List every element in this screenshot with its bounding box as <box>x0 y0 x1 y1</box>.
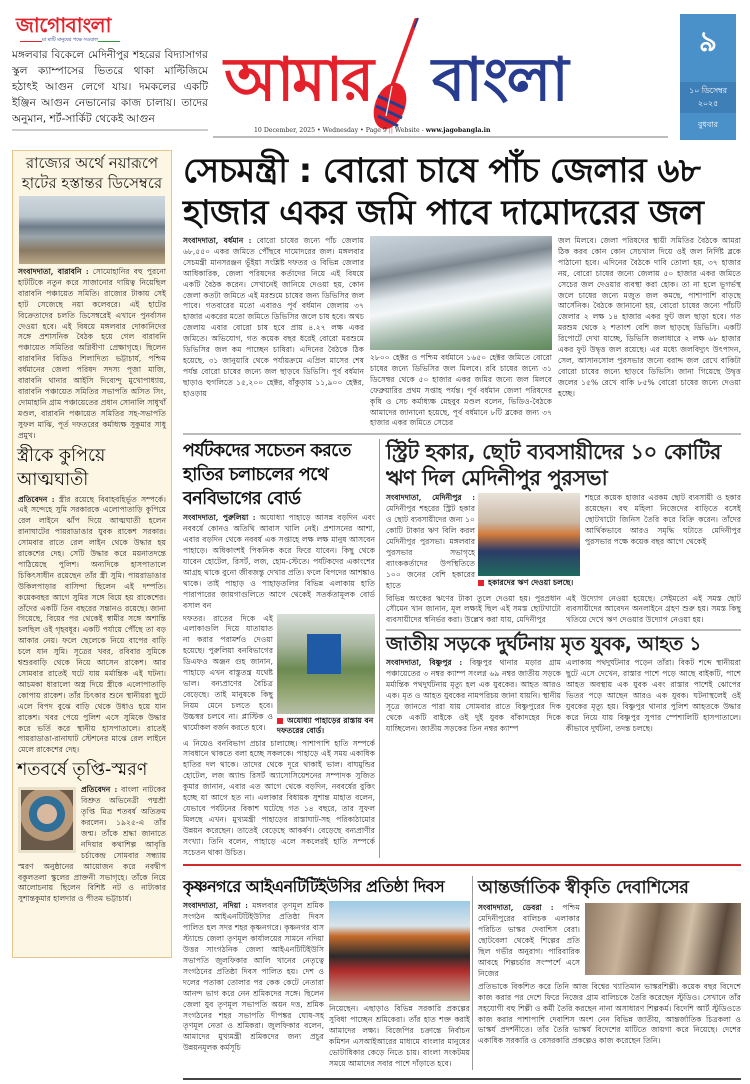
teaser-divider <box>12 129 208 131</box>
elephant-intro <box>183 513 375 611</box>
elephant-board <box>307 634 341 674</box>
lead-col3: জল মিলবে। জেলা পরিষদের স্থায়ী সমিতির বৈঠকে আমরা ঠিক করব কোন কোন সেচখাল দিয়ে ওই জল নির্দিষ্ট ব্লকে পাঠানো হবে। এদিনের বৈঠকে দাবি তোলা হয়, ৩৭ হাজার নয়, বোরো চাষের জন্যে জেলায় ৫০ হাজার একর জমিতে সেচের জল দেওয়ার ব্যবস্থা করা হোক। তা না হলে ভূগর্ভস্থ জলে চাষের জন্যে মজুত জল কমছে, পাশাপাশি বাড়ছে আর্সেনিক। বৈঠকে জানানো হয়, বোরো চাষের জন্যে পাঁচটি জেলার ২ লক্ষ ১৪ হাজার একর ফুট জল ছাড়া হবে। গত মরশুম থেকে ২ শতাংশ বেশি জল ছাড়ছে ডিভিসি। একটি রিপোর্টে দেখা যাচ্ছে, ডিভিসি জলাধারে ২ লক্ষ ৬৮ হাজার একর ফুট উদ্বৃত্ত জল রয়েছে। এর মধ্যে জলবিদ্যুৎ উৎপাদন, সেল, আসানসোল পুরসভার জন্যে বরাদ্দ জল রেখে বাকিটা বোরো চাষের জন্যে ছাড়বে ডিভিসি। জানা গিয়েছে উদ্বৃত্ত জলের ১৫% রেখে বাকি ৮৫% বোরো চাষের জন্যে দেওয়া হচ্ছে। <box>558 236 741 398</box>
sidebar-story1-headline: রাজ্যের অর্থে নয়ারূপে হাটের হস্তান্তর ডিসেম্বরে <box>21 154 163 192</box>
middle-section <box>183 439 741 858</box>
forest-board-photo <box>277 614 375 714</box>
dateline: 10 December, 2025 • Wednesday • Page 9 || Website - www.jagobangla.in <box>254 127 491 134</box>
column-divider <box>472 876 473 1069</box>
hawker-bottom <box>386 594 741 627</box>
portrait-photo <box>18 787 76 853</box>
lead-story <box>183 236 741 429</box>
hawker-media-row <box>386 493 741 591</box>
dateline-date: 10 December, 2025 <box>254 127 316 134</box>
story-body: মেদিনীপুর শহরের স্ট্রিট হকার ও ছোট ব্যবসায়ীদের জন্য ১০ কোটি টাকার ঋণ বিলি করল মেদিনীপুর পুরসভা। মঙ্গলবার পুরসভার সভাগৃহে ব্যাংককর্তাদের উপস্থিতিতে ১০০ জনের বেশি হকারের হাতে <box>386 504 475 590</box>
datebox-year: ২০২৫ <box>697 99 719 108</box>
intuc-photo <box>329 901 470 1001</box>
sidebar-story1-body <box>13 264 171 442</box>
elephant-story <box>183 439 375 858</box>
hawker-photo <box>478 493 580 576</box>
intuc-right <box>329 901 470 1069</box>
accident-story <box>386 658 741 734</box>
page-header <box>0 0 750 150</box>
dateline-website-label: Website - <box>394 127 424 134</box>
sculptor-media-row <box>478 903 741 979</box>
sculptor-rest: প্রতিভাকে বিকশিত করে তিনি আজ বিশ্বের খ্যাতিমান ভাস্করশিল্পী। কয়েক বছর বিদেশে কাজ করার পর দেশে ফিরে নিজের গ্রাম বালিচকে তৈরি করেছেন স্টুডিও। সেখানে তাঁর সহযোগী বহু শিল্পী ও কর্মী তৈরি করছেন নানা অসাধারণ শিল্পকর্ম। বিদেশি আর্ট স্টুডিওতে কাজ করার পাশাপাশি দেবাশিস অংশ নেন বিভিন্ন জাতীয়, আন্তর্জাতিক চিত্রকলা ও ভাস্কর্য প্রদর্শনীতে। তাঁর তৈরি ভাস্কর্য বিদেশের মাটিতে জায়গা করে নিয়েছে। দেশের একাধিক সরকারি ও বেসরকারি প্রকল্পেও কাজ করেছেন তিনি। <box>478 981 741 1046</box>
masthead-part2: বাংলা <box>432 45 567 115</box>
masthead-part1: আমার <box>224 45 372 115</box>
teaser-text: মঙ্গলবার বিকেলে মেদিনীপুর শহরের বিদ্যাসাগর স্কুল ক্যাম্পাসের ভিতরে থাকা মাল্টিজিমে হঠাৎই আগুন লেগে যায়। দমকলের একটি ইঞ্জিন আগুন নেভানোর কাজ চালায়। তাদের অনুমান, শর্ট-সার্কিট থেকেই আগুন <box>12 49 208 125</box>
hawker-bottom-right: এই উদ্যোগ নেওয়া হয়েছে। সেইমতো এই সমস্ত ছোট ব্যবসায়ীদের আবেদন অনলাইনে গ্রহণ শুরু হয়। সমস্ত কিছু খতিয়ে দেখে ঋণ দেওয়ার উদ্যোগ নেওয়া হয়। <box>566 593 741 625</box>
story-body: মঙ্গলবার তৃণমূল শ্রমিক সংগঠন আইএনটিটিইউসির প্রতিষ্ঠা দিবস পালিত হল সদর শহর কৃষ্ণনগরে। কৃষ্ণনগর বাস স্ট্যান্ডে জেলা তৃণমূল কার্যালয়ের সামনে নদিয়া উত্তর সাংগঠনিক জেলা আইএনটিটিইউসি সভাপতি জুলফিকার আলি খানের নেতৃত্বে সংগঠনের প্রতিষ্ঠা দিবস পালিত হয়। দেশ ও দলের পতাকা তোলার পর কেক কেটে নেতারা আনন্দ ভাগ করে নেন শ্রমিকদের সঙ্গে। ছিলেন জেলা যুব তৃণমূল সভাপতি অয়ন দত্ত, শ্রমিক সংগঠনের শহর সভাপতি দীপঙ্কর ঘোষ-সহ তৃণমূল নেতা ও শ্রমিকরা। জুলফিকার বলেন, আমাদের মুখ্যমন্ত্রী শ্রমিকদের জন্য প্রচুর উন্নয়নমূলক কর্মসূচি <box>183 901 324 1053</box>
hawker-headline: স্ট্রিট হকার, ছোট ব্যবসায়ীদের ১০ কোটির ঋণ দিল মেদিনীপুর পুরসভা <box>386 440 721 491</box>
sculptor-story <box>478 876 741 1069</box>
elephant-side: দফতর। রাতের দিকে এই এলাকাগুলি দিয়ে যাতায়াত না করার পরামর্শও দেওয়া হয়েছে। পুরুলিয়া বনবিভাগের ডিএফও অঞ্জন গুহ জানান, পাহাড়ে এখন বাস্তুতন্ত্র যথেষ্ট ভাল। বন্যপ্রাণের বৈচিত্র বেড়েছে। তাই মানুষকে কিছু নিয়ম মেনে চলতে হবে। উচ্চস্বর চলবে না। প্লাস্টিক ও থার্মোকল বর্জন করতে হবে। <box>183 613 273 732</box>
story-body: পশ্চিম মেদিনীপুরের বালিচক এলাকার পরিচিত ভাস্কর দেবাশিস বেরা। ছোটবেলা থেকেই শিল্পের প্রতি ছিল গভীর অনুরাগ। পারিবারিক আবহে শিল্পচর্চার সংস্পর্শে এসে নিজের <box>478 903 580 978</box>
lead-middle <box>370 236 552 429</box>
story-body: বাংলা নাটকের বিশ্রুত অভিনেত্রী পদ্মশ্রী তৃপ্তি মিত্র শতবর্ষ অতিক্রম করলেন। ১৯২৫-এ তাঁর জন্ম। তাঁকে শ্রদ্ধা জানাতে নদিয়ার কথাশিল্প আবৃত্তি চর্চাকেন্দ্র সোমবার সন্ধ্যায় স্মরণ অনুষ্ঠানের আয়োজন করে নবদ্বীপ বকুলতলা স্কুলের প্রাক্তনী সভাগৃহে। তাঁকে নিয়ে আলোচনায় ছিলেন বিশিষ্ট নট ও নাট্যকার সুশান্তকুমার হালদার ও পীতম ভট্টাচার্য। <box>18 785 166 904</box>
ektara-icon <box>372 16 430 136</box>
page-number: ৯ <box>698 25 718 58</box>
byline: সংবাদদাতা, নদিয়া : <box>183 901 248 911</box>
intuc-col1 <box>183 901 324 1054</box>
intuc-story <box>183 876 470 1069</box>
lead-col2: ২৮০০ হেক্টর ও পশ্চিম বর্ধমানে ১৬৫০ হেক্টর জমিতে বোরো চাষের জন্যে ডিভিসির জল মিলবে। রবি চাষের জন্যে ৩১ ডিসেম্বর থেকে ৫০ হাজার একর জমির জন্যে জল মিলবে ফেব্রুয়ারির প্রথম সপ্তাহ পর্যন্ত। পূর্ব বর্ধমান জেলা পরিষদের কৃষি ও সেচ কর্মাধ্যক্ষ মেহবুব মণ্ডল বলেন, ভিডিও-বৈঠকে আমাদের জানানো হয়েছে, পূর্ব বর্ধমানে ৮টি ব্লকের জন্য ৩৭ হাজার একর জমিতে সেচের <box>370 353 552 428</box>
story-body: অযোধ্যা পাহাড়ে আসন্ন বড়দিন এবং নববর্ষে কোনও অতিথি আবাস খালি নেই। প্রশাসনের আশা, এবার বড়দিন থেকে নববর্ষ এক সপ্তাহে লক্ষ লক্ষ মানুষ আসবেন পাহাড়ে। অধিকাংশই পিকনিক করে ফিরে যাবেন। কিছু থেকে যাবেন হোটেল, রিসর্ট, লজ, হোম-স্টেতে। পর্যটকদের একাংশের আগ্রহ থাকে বুনো জীবজন্তু দেখার প্রতি। ফলে বিপদের আশঙ্কাও থাকে। তাই পাহাড় ও পাহাড়তলির বিভিন্ন এলাকায় হাতি পারাপারের জায়গাগুলিতে আগে থেকেই সতর্কতামূলক বোর্ড বসাল বন <box>183 513 375 610</box>
accident-col1 <box>386 658 561 734</box>
byline: সংবাদদাতা, বিষ্ণুপুর : <box>386 658 463 668</box>
section-red-rule <box>183 864 741 866</box>
sculptor-headline: আন্তর্জাতিক স্বীকৃতি দেবাশিসের <box>478 878 689 899</box>
elephant-figure <box>277 614 375 737</box>
datebox-date-band <box>680 82 736 113</box>
main-column <box>183 150 741 1080</box>
sidebar-story3-body <box>13 782 171 905</box>
accident-col2: এলাকায় পথদুর্ঘটনার পড়েন তাঁরা। বিকট শব্দে স্থানীয়রা ছুটে এসে দেখেন, রাস্তার পাশে পড়ে আছে বাইকটি, পাশে আহত অবস্থায় এক যুবক এবং রাস্তার পাশেই ঝোপের ভিতর পড়ে আছেন আরও এক যুবক। ঘটনাস্থলেই ওই যুবকের মৃত্যু হয়। বিষ্ণুপুর থানার পুলিশ আহতকে উদ্ধার করে নিয়ে যায় বিষ্ণুপুর সুপার স্পেশালিটি হাসপাতালে। কীভাবে দুর্ঘটনা, তদন্ত চলছে। <box>566 658 741 733</box>
story-body: বোরো চাষের জন্যে পাঁচ জেলায় ৬৮,৫৫০ একর জমিতে পৌঁছবে দামোদরের জল। মঙ্গলবার সেচমন্ত্রী মানসরঞ্জন ভূঁইয়া সংশ্লিষ্ট দফতর ও বিভিন্ন জেলার আধিকারিক, জেলা পরিষদের কর্তাদের নিয়ে এই বিষয়ে একটি বৈঠক করেন। সেখানেই জানিয়ে দেওয়া হয়, কোন জেলা কতটা জমিতে এই মরশুমে চাষের জন্য ডিভিসির জল পাবে। গতবারের মতো এবারও পূর্ব বর্ধমান জেলায় ৩৭ হাজার একরের মতো জমিতে ডিভিসির জলে চাষ হবে। অথচ জেলায় এবার বোরো চাষ হবে প্রায় ৪.২৭ লক্ষ একর জমিতে। অভিযোগ, গত কয়েক বছর ধরেই বোরো মরশুমে ডিভিসির জল কম পাচ্ছেন চাষিরা। এদিনের বৈঠকে ঠিক হয়েছে, ৩১ জানুয়ারি থেকে পর্যায়ক্রমে এপ্রিল মাসের শেষ পর্যন্ত বোরো চাষের জন্যে জল ছাড়বে ডিভিসি। পূর্ব বর্ধমান ছাড়াও হুগলিতে ১৫,২০০ হেক্টর, বাঁকুড়ায় ১১,৯০০ হেক্টর, হাওড়ায় <box>183 236 364 398</box>
byline: প্রতিবেদন : <box>81 785 118 795</box>
sidebar-story2-headline: স্ত্রীকে কুপিয়ে আত্মঘাতী <box>17 445 106 490</box>
intuc-body <box>183 901 470 1069</box>
byline: সংবাদদাতা, বর্ধমান : <box>183 236 252 245</box>
elephant-caption: অযোধ্যা পাহাড়ের রাস্তায় বন দফতরের বোর্ড। <box>277 715 374 735</box>
byline: সংবাদদাতা, ডেবরা : <box>478 903 554 913</box>
hawker-caption: হকারদের ঋণ দেওয়া চলছে। <box>478 578 580 589</box>
header-rule <box>213 136 668 138</box>
sidebar-story3-headline: শতবর্ষে তৃপ্তি-স্মরণ <box>17 760 148 781</box>
byline: প্রতিবেদন : <box>18 494 55 504</box>
elephant-rest: এ নিয়েও বনবিভাগ প্রচার চালাচ্ছে। পাশাপাশি হাতি সম্পর্কে সাবধানে থাকতে বলা হচ্ছে সকলকে। পাহাড়ে এই সময় একাধিক হাতির দল থাকে। তাদের থেকে দূরে থাকাই ভাল। বাঘমুন্ডির হোটেল, লজ অ্যান্ড রিসর্ট অ্যাসোসিয়েশনের সম্পাদক সুজিত কুমার জানান, এবার এত আগে থেকে বড়দিন, নববর্ষের বুকিং হচ্ছে যা আগে হত না। এলাকার বিধায়ক সুশান্ত মাহাত বলেন, যেভাবে পর্যটনের বিকাশ ঘটেছে গত ১৪ বছরে, তার সুফল মিলছে এখন। মুখ্যমন্ত্রী পাহাড়ের রাস্তাঘাট-সহ পরিকাঠামোর উন্নয়ন করেছেন। তাতেই বেড়েছে আকর্ষণ। বেড়েছে বন্যপ্রাণীর সংখ্যা। তিনি বলেন, পাহাড়ে এলে সকলেরই হাতি সম্পর্কে সচেতন থাকা উচিত। <box>183 738 375 857</box>
intuc-col2: নিয়েছেন। এছাড়াও বিভিন্ন সরকারি প্রকল্পের সুবিধা পাচ্ছেন শ্রমিকেরা। তাঁর হাত শক্ত করাই আমাদের লক্ষ্য। বিজেপির চক্রান্তে নির্বাচন কমিশন এসআইআরের মাধ্যমে বাংলার মানুষের ভোটাধিকার কেড়ে নিতে চায়। বাংলা সংকটময় সময়ে আমাদের সবার পাশে দাঁড়াতে হবে। <box>329 1004 470 1068</box>
story-body: স্ত্রীর রয়েছে বিবাহবহির্ভূত সম্পর্কে। এই সন্দেহে সুমি সরকারকে এলোপাতাড়ি কুপিয়ে রেল লাইনে ঝাঁপ দিয়ে আত্মঘাতী হলেন রানাঘাটের পায়রাডাঙার যুবক রাকেশ সরকার। সোমবার রাতে রেল লাইন থেকে উদ্ধার হয় রাকেশের দেহ। সেটি উদ্ধার করে ময়নাতদন্তে পাঠিয়েছে পুলিশ। অন্যদিকে হাসপাতালে চিকিৎসাধীন রয়েছেন তাঁর স্ত্রী সুমি। পায়রাডাঙার উকিলপাড়ার বাসিন্দা ছিলেন এই দম্পতি। কয়েকবছর আগে সুমির সঙ্গে বিয়ে হয় রাকেশের। তাঁদের একটি তিন বছরের সন্তানও রয়েছে। জানা গিয়েছে, বিয়ের পর থেকেই স্বামীর সঙ্গে অশান্তি চলছিল ওই গৃহবধূর। একটি পর্যায়ে পৌঁছে তা বড় আকার নেয়। ফলে ছেলেকে নিয়ে বাপের বাড়ি চলে যান সুমি। সূত্রের খবর, রবিবার সুমিকে শ্বশুরবাড়ি থেকে নিয়ে আসেন রাকেশ। আর সোমবার রাতেই ঘটে যায় মর্মান্তিক এই ঘটনা। আচমকা ধারালো অস্ত্র দিয়ে স্ত্রীকে এলোপাতাড়ি কোপায় রাকেশ। তাঁর চিৎকার শুনে স্থানীয়রা ছুটে এলে বিপদ বুঝে বাড়ি থেকে উধাও হয়ে যান রাকেশ। খবর পেয়ে পুলিশ এসে সুমিকে উদ্ধার করে ভর্তি করে স্থানীয় হাসপাতালে। রাতেই পায়রাডাঙা-রানাঘাট স্টেশনের মাঝে রেল লাইনে মেলে রাকেশের দেহ। <box>18 494 166 755</box>
market-photo <box>19 196 165 264</box>
hawker-col2: শহরে কয়েক হাজার এরকম ছোট ব্যবসায়ী ও হকার রয়েছেন। বহু মহিলা নিজেদের বাড়িতে বসেই ছোটখাটো জিনিস তৈরি করে বিক্রি করেন। তাঁদের আর্থিকভাবে আরও সমৃদ্ধি ঘটাতে মেদিনীপুর পুরসভার পক্ষে কয়েক বছর আগে থেকেই <box>585 493 741 546</box>
lead-divider <box>183 433 741 435</box>
byline: সংবাদদাতা, মেদিনীপুর : <box>386 493 475 503</box>
hawker-col1 <box>386 493 475 591</box>
column-divider <box>379 439 380 858</box>
publisher-tagline: মা মাটি মানুষের পক্ষে সওয়াল <box>20 37 120 45</box>
datebox-weekday: বুধবার <box>697 120 719 129</box>
byline: সংবাদদাতা, পুরুলিয়া : <box>183 513 256 523</box>
teaser-block <box>0 0 208 150</box>
dateline-page: Page 9 <box>365 127 387 134</box>
dateline-day: Wednesday <box>322 127 359 134</box>
page-body <box>0 150 750 1084</box>
datebox-date: ১০ ডিসেম্বর <box>689 86 727 95</box>
publisher-logo: জাগোবাংলা <box>16 13 111 37</box>
datebox <box>680 14 736 140</box>
dam-photo <box>370 236 552 350</box>
hawker-figure <box>478 493 580 589</box>
dateline-separator: || <box>388 127 393 134</box>
sculpture-photo <box>585 903 741 975</box>
story-body: বিষ্ণুপুর থানার মড়ার গ্রাম পঞ্চায়েতের ৩ নম্বর ক্যাম্প সংলগ্ন ৬৯ নম্বর জাতীয় সড়কে মর্মান্তিক পথদুর্ঘটনায় মৃত্যু হল এক যুবকের। আহত আরও এক। মৃত ও আহত যুবকের নামপরিচয় জানা যায়নি। স্থানীয় সূত্রে জানতে পারা যায় সোমবার রাতে বিষ্ণুপুরের দিক থেকে একটি বাইকে ওই দুই যুবক বাঁকাদহের দিকে যাচ্ছিলেন। জাতীয় সড়কের তিন নম্বর ক্যাম্প <box>386 658 561 733</box>
lead-col1 <box>183 236 364 400</box>
right-stories <box>386 439 741 858</box>
sidebar-story2-body <box>13 492 171 757</box>
elephant-media-row <box>183 614 375 737</box>
story-body: সোমোহানির বহু পুরনো হাটটিকে নতুন করে সাজানোর দায়িত্ব নিয়েছিল বারাবনি পঞ্চায়েত সমিতি। রাজ্যের টাকায় সেই হাট সেজেছে নয়া কলেবরে। এই হাটের বিক্রেতাদের চলতি ডিসেম্বরেই এখানে পুনর্বাসন দেওয়া হবে। এই বিষয়ে মঙ্গলবার দোকানিদের সঙ্গে প্রশাসনিক বৈঠক হয়ে গেল বারাবনি পঞ্চায়েত সমিতির অগ্নিবীণা প্রেক্ষাগৃহে। ছিলেন বারাবনির বিডিও শিলাদিত্য ভট্টাচার্য, পশ্চিম বর্ধমানের জেলা পরিষদ সদস্য পূজা মাজি, বারাবনি থানার আইসি দিব্যেন্দু মুখোপাধ্যায়, বারাবনি পঞ্চায়েত সমিতির সভাপতি অসিত সিং, দোমাহানি গ্রাম পঞ্চায়েতের প্রধান সোনালি সাধুখাঁ মণ্ডল, বারাবনি পঞ্চায়েত সমিতির সহ-সভাপতি সুফল মাঝি, পূর্ত দফতরের কর্মাধ্যক্ষ সুকুমার সাধু প্রমুখ। <box>18 267 166 440</box>
byline: সংবাদদাতা, বারাবনি : <box>18 267 89 276</box>
hawker-bottom-left: বিভিন্ন অংকের ঋণের টাকা তুলে দেওয়া হয়। পুরপ্রধান সৌমেন খান জানান, মূল লক্ষ্যই ছিল এই সমস্ত ছোটখাটো ব্যবসায়ীদের স্বনির্ভর করা। উল্লেখ করা যায়, মেদিনীপুর <box>386 593 561 625</box>
bottom-section <box>183 876 741 1069</box>
sculptor-col1 <box>478 903 580 979</box>
dateline-website[interactable]: www.jagobangla.in <box>425 127 491 134</box>
sidebar <box>12 150 172 958</box>
hawker-divider <box>386 629 741 631</box>
elephant-headline: পর্যটকদের সচেতন করতে হাতির চলাচলের পথে বনবিভাগের বোর্ড <box>183 441 351 510</box>
intuc-headline: কৃষ্ণনগরে আইএনটিটিইউসির প্রতিষ্ঠা দিবস <box>183 877 445 897</box>
lead-headline: সেচমন্ত্রী : বোরো চাষে পাঁচ জেলার ৬৮ হাজার একর জমি পাবে দামোদরের জল <box>183 151 704 233</box>
page-bottom-rule <box>183 1078 741 1080</box>
accident-headline: জাতীয় সড়কে দুর্ঘটনায় মৃত যুবক, আহত ১ <box>386 633 702 656</box>
